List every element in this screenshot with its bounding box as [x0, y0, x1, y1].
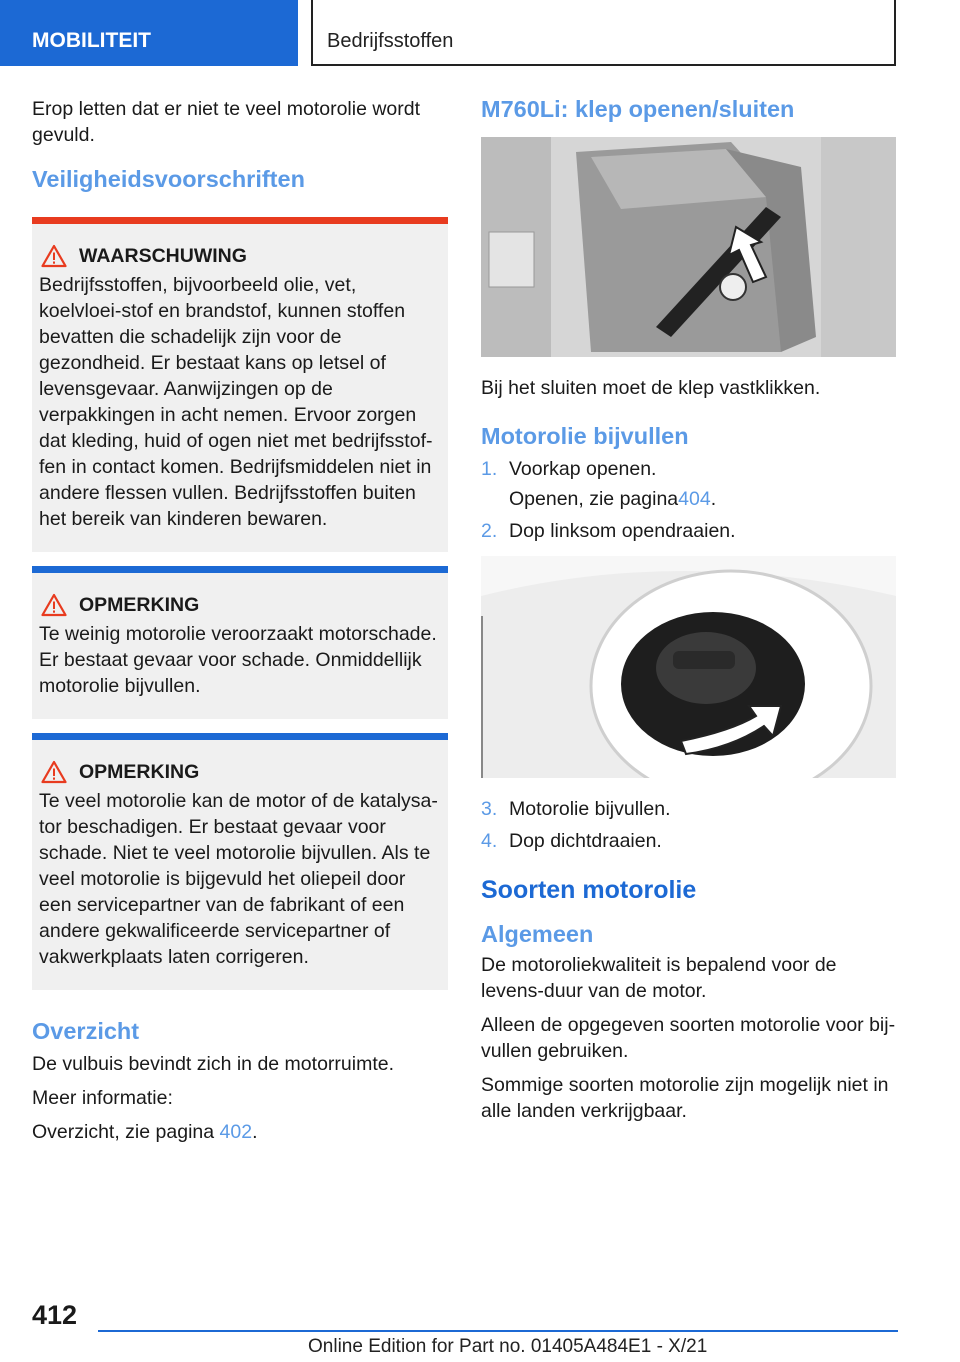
- list-item: [481, 796, 896, 822]
- note-box-1: [32, 566, 448, 719]
- step-text: Motorolie bijvullen.: [509, 798, 671, 820]
- warning-triangle-icon: [41, 760, 67, 784]
- step-number: 2.: [481, 520, 498, 542]
- warning-triangle-icon: [41, 593, 67, 617]
- oil-cap-photo: [481, 556, 896, 778]
- list-item: [481, 518, 896, 544]
- more-info-text: Meer informatie:: [32, 1087, 173, 1109]
- page-footer: [0, 1290, 960, 1362]
- left-column: [32, 96, 448, 1153]
- warning-triangle-icon: [41, 244, 67, 268]
- engine-cover-photo: [481, 137, 896, 357]
- reference-label: Overzicht, zie pagina: [32, 1121, 220, 1143]
- note-title-1: OPMERKING: [79, 593, 200, 616]
- overview-text: De vulbuis bevindt zich in de motorruimte.: [32, 1053, 394, 1075]
- step-reference: [481, 486, 896, 512]
- refill-heading: Motorolie bijvullen: [481, 423, 689, 449]
- warning-title: WAARSCHUWING: [79, 244, 247, 267]
- safety-heading: Veiligheidsvoorschriften: [32, 166, 305, 192]
- page-link-404[interactable]: 404: [678, 488, 711, 510]
- list-item: [481, 828, 896, 854]
- general-heading: Algemeen: [481, 921, 594, 947]
- overview-reference: [32, 1119, 448, 1145]
- page-number: 412: [32, 1300, 78, 1330]
- step-text: Voorkap openen.: [509, 458, 657, 480]
- note-title-2: OPMERKING: [79, 760, 200, 783]
- reference-end: .: [252, 1121, 258, 1143]
- note-text-2: Te veel motorolie kan de motor of de katalysa-tor beschadigen. Er bestaat gevaar voor schade. Niet te veel motorolie bijvullen. Als te veel motorolie is bijgevuld het oliepeil door een servicepartner van de fabrikant of een andere gekwalificeerde servicepartner of vakwerkplaats laten corrigeren.: [39, 790, 438, 968]
- step-number: 3.: [481, 798, 498, 820]
- step-number: 4.: [481, 830, 498, 852]
- warning-text: Bedrijfsstoffen, bijvoorbeeld olie, vet, koelvloei-stof en brandstof, kunnen stoffen bevatten die schadelijk zijn voor de gezondheid. Er bestaat kans op letsel of levensgevaar. Aanwijzingen op de verpakkingen in acht nemen. Ervoor zorgen dat kleding, huid of ogen niet met bedrijfsstof-fen in contact komen. Bedrijfsmiddelen niet in andere flessen vullen. Bedrijfsstoffen buiten het bereik van kinderen bewaren.: [39, 274, 433, 530]
- footer-rule: [98, 1330, 898, 1332]
- step-text: Dop dichtdraaien.: [509, 830, 662, 852]
- step-text: Dop linksom opendraaien.: [509, 520, 736, 542]
- reference-label: Openen, zie pagina: [509, 488, 679, 510]
- list-item: [481, 456, 896, 482]
- intro-text: Erop letten dat er niet te veel motorolie wordt gevuld.: [32, 98, 421, 146]
- general-text-3: Sommige soorten motorolie zijn mogelijk niet in alle landen verkrijgbaar.: [481, 1074, 889, 1122]
- warning-box: [32, 217, 448, 552]
- right-column: [481, 96, 896, 1132]
- reference-end: .: [710, 488, 717, 510]
- section-tab: MOBILITEIT: [0, 0, 298, 66]
- warning-title-row: [39, 244, 441, 268]
- refill-steps: [481, 456, 896, 544]
- refill-steps-continued: [481, 796, 896, 854]
- overview-heading: Overzicht: [32, 1018, 140, 1044]
- m760-caption: Bij het sluiten moet de klep vastklikken.: [481, 377, 821, 399]
- note-box-2: [32, 733, 448, 990]
- general-text-2: Alleen de opgegeven soorten motorolie voor bij-vullen gebruiken.: [481, 1014, 896, 1062]
- note-text-1: Te weinig motorolie veroorzaakt motorschade. Er bestaat gevaar voor schade. Onmiddellijk motorolie bijvullen.: [39, 623, 437, 697]
- page-link-402[interactable]: 402: [219, 1121, 253, 1143]
- step-number: 1.: [481, 458, 498, 480]
- note-title-row-2: [39, 760, 441, 784]
- note-title-row-1: [39, 593, 441, 617]
- edition-text: Online Edition for Part no. 01405A484E1 - X/21: [308, 1336, 708, 1357]
- m760-heading: M760Li: klep openen/sluiten: [481, 96, 795, 122]
- general-text-1: De motoroliekwaliteit is bepalend voor de levens-duur van de motor.: [481, 954, 837, 1002]
- page-header: [0, 0, 960, 66]
- types-heading: Soorten motorolie: [481, 876, 697, 904]
- chapter-title: Bedrijfsstoffen: [311, 0, 896, 66]
